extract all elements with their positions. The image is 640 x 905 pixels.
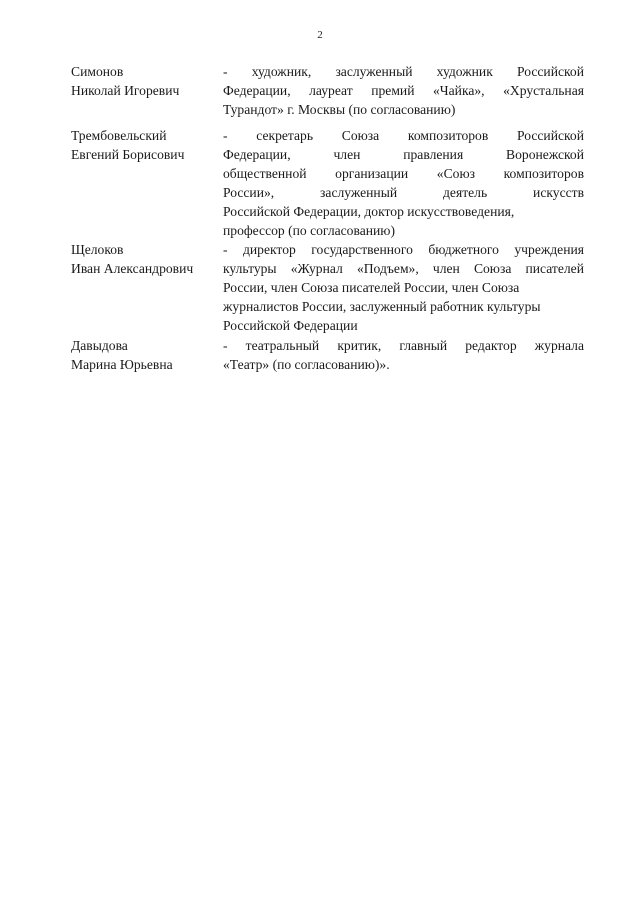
member-given-names: Марина Юрьевна xyxy=(71,357,173,372)
description-line: журналистов России, заслуженный работник культуры xyxy=(223,299,541,314)
member-given-names: Николай Игоревич xyxy=(71,83,180,98)
member-description xyxy=(223,62,584,119)
member-name xyxy=(71,336,211,374)
description-line: культуры «Журнал «Подъем», член Союза писателей xyxy=(223,261,584,276)
description-line: России», заслуженный деятель искусств xyxy=(223,185,584,200)
member-given-names: Иван Александрович xyxy=(71,261,194,276)
description-line: - директор государственного бюджетного учреждения xyxy=(223,242,584,257)
description-line: профессор (по согласованию) xyxy=(223,223,395,238)
description-line: - секретарь Союза композиторов Российской xyxy=(223,128,584,143)
description-line: «Театр» (по согласованию)». xyxy=(223,357,390,372)
member-given-names: Евгений Борисович xyxy=(71,147,185,162)
member-surname: Трембовельский xyxy=(71,128,167,143)
page-number: 2 xyxy=(317,29,323,41)
member-surname: Симонов xyxy=(71,64,124,79)
description-line: - художник, заслуженный художник Российской xyxy=(223,64,584,79)
member-description xyxy=(223,336,584,374)
member-name xyxy=(71,62,211,100)
member-name xyxy=(71,240,211,278)
description-line: Турандот» г. Москвы (по согласованию) xyxy=(223,102,456,117)
description-line: Российской Федерации, доктор искусствоведения, xyxy=(223,204,515,219)
member-description xyxy=(223,240,584,335)
description-line: - театральный критик, главный редактор журнала xyxy=(223,338,584,353)
description-line: Российской Федерации xyxy=(223,318,358,333)
description-line: общественной организации «Союз композиторов xyxy=(223,166,584,181)
member-description xyxy=(223,126,584,240)
description-line: России, член Союза писателей России, член Союза xyxy=(223,280,520,295)
member-surname: Давыдова xyxy=(71,338,128,353)
description-line: Федерации, лауреат премий «Чайка», «Хрустальная xyxy=(223,83,584,98)
member-surname: Щелоков xyxy=(71,242,124,257)
description-line: Федерации, член правления Воронежской xyxy=(223,147,584,162)
member-name xyxy=(71,126,211,164)
